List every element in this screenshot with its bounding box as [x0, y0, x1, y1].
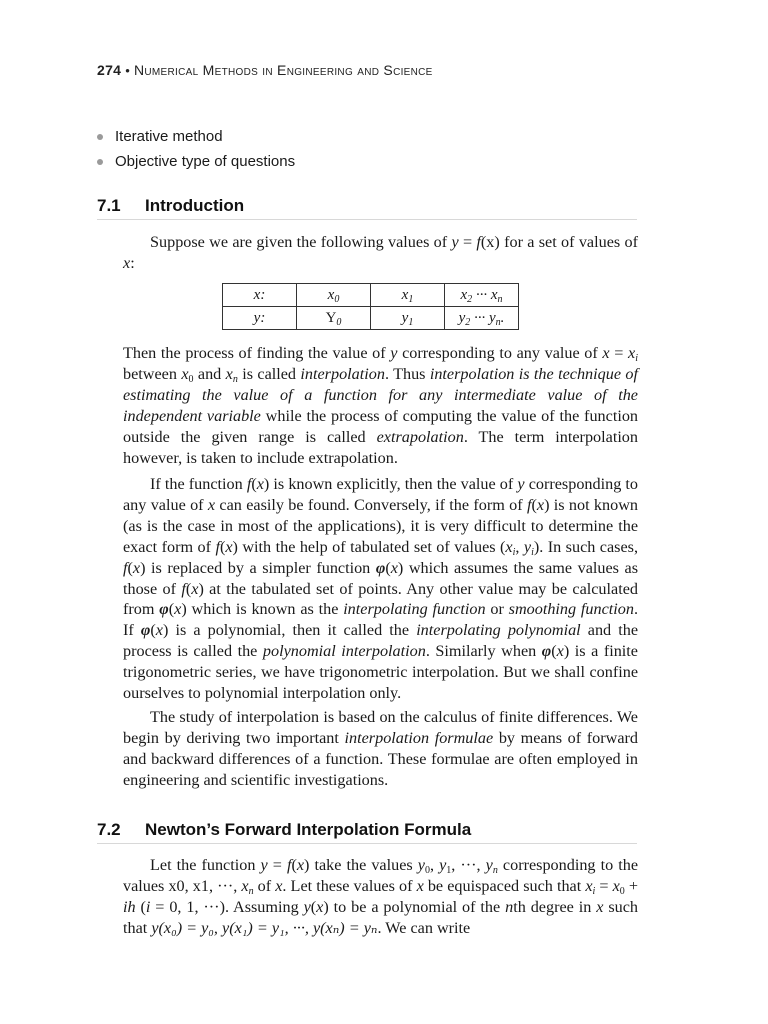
table-row: [223, 284, 519, 307]
table-cell: $x_1$: [371, 284, 445, 307]
bullet-item: [97, 124, 295, 149]
running-head: [97, 62, 433, 78]
bullet-text: Objective type of questions: [115, 152, 296, 170]
paragraph-newton-forward: Let the function y = f(x) take the values $y_0$, $y_1$, ···, $y_n$ corresponding to the values x0, x1, ···, $x_n$ of x. Let these values of x be equispaced such that $x_i = x_0$ + ih (i = 0, 1, ···). Assuming y(x) to be a polynomial of the nth degree in x such that y(x₀) = y₀, y(x₁) = y₁, ···, y(xₙ) = yₙ. We can write: [123, 856, 639, 937]
paragraph-finite-differences: The study of interpolation is based on the calculus of finite differences. We begin by deriving two important interpolation formulae by means of forward and backward differences of a function. These formulae are often employed in engineering and scientific investigations.: [123, 708, 639, 789]
table-cell: x:: [223, 284, 297, 307]
bullet-text: Iterative method: [115, 127, 223, 145]
paragraph-interpolation-definition: Then the process of finding the value of y corresponding to any value of $x = x_i$ between $x_0$ and $x_n$ is called interpolation. Thus interpolation is the technique of estimating the value of a function for any intermediate value of the independent variable while the process of computing the value of the function outside the given range is called extrapolation. The term interpolation however, is taken to include extrapolation.: [123, 344, 639, 467]
table-row: [223, 307, 519, 330]
section-number: 7.1: [97, 196, 121, 215]
table-cell: $x_0$: [297, 284, 371, 307]
bullet-list: [97, 124, 295, 174]
section-heading-7-2: [97, 820, 637, 844]
bullet-item: [97, 149, 295, 174]
section-heading-7-1: [97, 196, 637, 220]
section-title: Newton’s Forward Interpolation Formula: [145, 820, 472, 839]
values-table: [222, 283, 519, 330]
table-cell: $y_2$ ··· $y_n$.: [445, 307, 519, 330]
bullet-dot-icon: [97, 159, 103, 165]
paragraph-intro: Suppose we are given the following values of y = f(x) for a set of values of x:: [123, 233, 638, 272]
page-number: 274: [97, 62, 122, 78]
paragraph-interpolating-function: If the function f(x) is known explicitly, then the value of y corresponding to any value of x can easily be found. Conversely, if the form of f(x) is not known (as is the case in most of the applications), it is very difficult to determine the exact form of f(x) with the help of tabulated set of values ($x_i$, $y_i$). In such cases, f(x) is replaced by a simpler function φ(x) which assumes the same values as those of f(x) at the tabulated set of points. Any other value may be calculated from φ(x) which is known as the interpolating function or smoothing function. If φ(x) is a polynomial, then it called the interpolating polynomial and the process is called the polynomial interpolation. Similarly when φ(x) is a finite trigonometric series, we have trigonometric interpolation. But we shall confine ourselves to polynomial interpolation only.: [123, 475, 639, 703]
section-title: Introduction: [145, 196, 245, 215]
table-cell: $Y_0$: [297, 307, 371, 330]
table-cell: $y_1$: [371, 307, 445, 330]
bullet-dot-icon: [97, 134, 103, 140]
table-cell: $x_2$ ··· $x_n$: [445, 284, 519, 307]
section-number: 7.2: [97, 820, 121, 839]
book-title: Numerical Methods in Engineering and Science: [133, 62, 433, 78]
table-cell: y:: [223, 307, 297, 330]
header-separator: •: [125, 63, 131, 78]
